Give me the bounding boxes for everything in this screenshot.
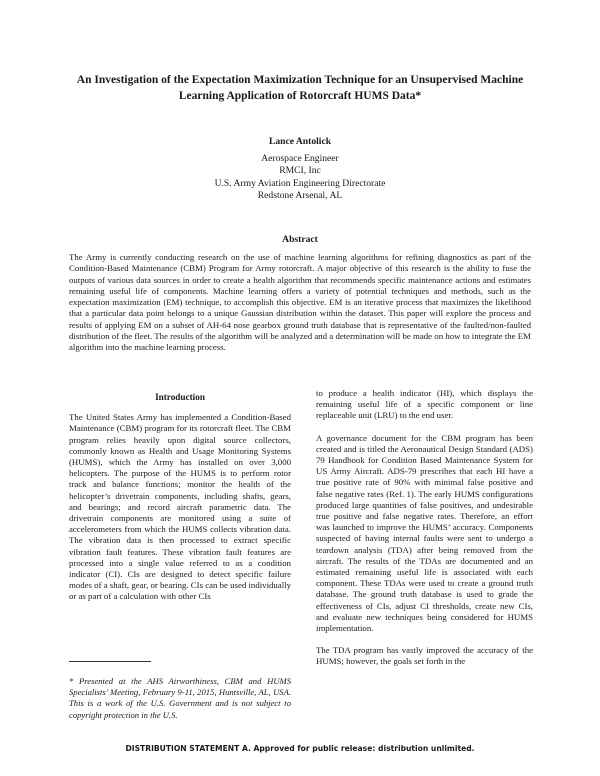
footnote: * Presented at the AHS Airworthiness, CBM and HUMS Specialists’ Meeting, February 9-11, 2015, Huntsville, AL, USA. This is a work of the U.S. Government and is not subject to copyright protection in the U.S. [69,676,291,720]
intro-paragraph-2: A governance document for the CBM program has been created and is titled the Aeronautical Design Standard (ADS) 79 Handbook for Condition Based Maintenance System for US Army Aircraft. ADS-79 prescribes that each HI have a true positive rate of 90% with minimal false positive and false negative rates (Ref. 1). The early HUMS configurations produced large quantities of false positives, and undesirable true positive and false negative rates. Therefore, an effort was launched to improve the HUMS’ accuracy. Components suspected of having internal faults were sent to undergo a teardown analysis (TDA) after being removed from the aircraft. The results of the TDAs are documented and an estimated remaining useful life is associated with each component. These TDAs were used to create a ground truth database. The ground truth database is used to grade the effectiveness of CIs, adjust CI thresholds, create new CIs, and evaluate new techniques being considered for HUMS implementation. [316,432,533,634]
intro-paragraph-3: The TDA program has vastly improved the accuracy of the HUMS; however, the goals set forth in the [316,645,533,667]
author-block [150,136,450,203]
footnote-divider [69,661,151,662]
right-column [316,388,533,679]
author-company: RMCI, Inc [279,165,321,176]
author-directorate: U.S. Army Aviation Engineering Directorate [214,177,386,189]
abstract-text: The Army is currently conducting research on the use of machine learning algorithms for refining diagnostics as part of the Condition-Based Maintenance (CBM) Program for Army rotorcraft. A major objective of this research is the ability to fuse the outputs of various data sources in order to create a health algorithm that recommends specific maintenance actions and estimates remaining useful life of components. Machine learning offers a variety of potential techniques and methods, such as the expectation maximization (EM) technique, to accomplish this objective. EM is an iterative process that maximizes the likelihood that a particular data point belongs to a unique Gaussian distribution within the dataset. This paper will explore the process and results of applying EM on a subset of AH-64 nose gearbox ground truth database that is representative of the faulted/non-faulted distribution of the fleet. The results of the algorithm will be analyzed and a determination will be made on how to integrate the EM algorithm into the machine learning process. [69,252,531,353]
introduction-heading: Introduction [155,392,205,402]
author-name: Lance Antolick [268,136,332,147]
left-column [69,392,291,614]
intro-paragraph-1: The United States Army has implemented a Condition-Based Maintenance (CBM) program for its rotorcraft fleet. The CBM program relies heavily upon digital source collectors, commonly known as Health and Usage Monitoring Systems (HUMS), which the Army has installed on over 3,000 helicopters. The purpose of the HUMS is to perform rotor track and balance functions; monitor the health of the helicopter’s drivetrain components, including shafts, gears, and bearings; and record aircraft parametric data. The drivetrain components are monitored using a suite of accelerometers from which the HUMS collects vibration data. The vibration data is then processed to extract specific vibration fault features. These vibration fault features are processed into a single value referred to as a condition indicator (CI). CIs are designed to detect specific failure modes of a shaft, gear, or bearing. CIs can be used individually or as part of a calculation with other CIs [69,412,291,602]
intro-paragraph-1-continued: to produce a health indicator (HI), which displays the remaining useful life of a specific component or line replaceable unit (LRU) to the end user. [316,388,533,421]
abstract-heading: Abstract [282,234,318,245]
distribution-statement: DISTRIBUTION STATEMENT A. Approved for public release: distribution unlimited. [125,744,475,753]
paper-title: An Investigation of the Expectation Maximization Technique for an Unsupervised Machine Learning Application of Rotorcraft HUMS Data* [76,74,524,102]
author-position: Aerospace Engineer [261,152,339,164]
author-location: Redstone Arsenal, AL [257,190,343,201]
